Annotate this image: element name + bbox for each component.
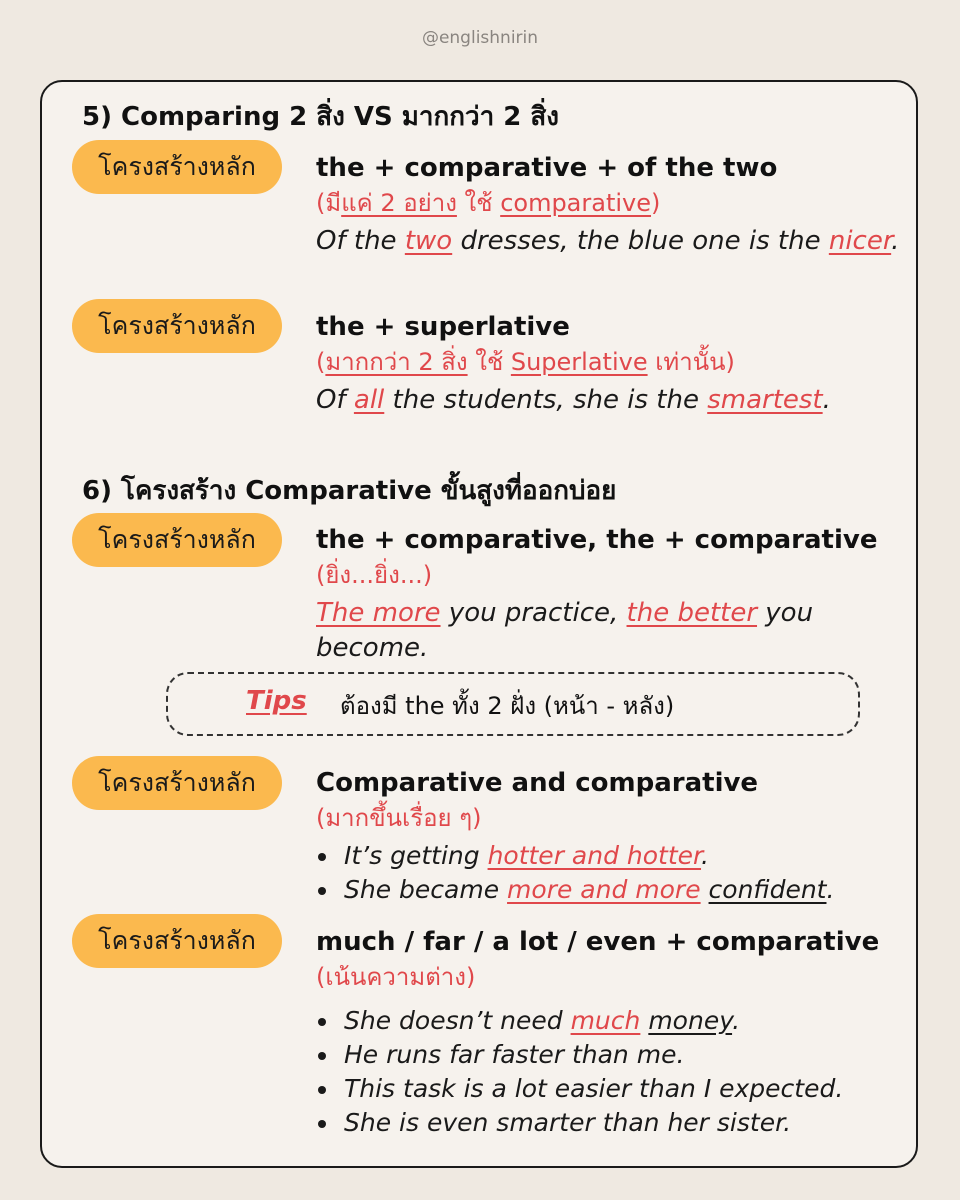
rule-note: (ยิ่ง...ยิ่ง...) xyxy=(316,561,433,589)
rule-formula: Comparative and comparative xyxy=(316,768,759,798)
rule-formula: the + comparative, the + comparative xyxy=(316,525,878,555)
section-6-title: 6) โครงสร้าง Comparative ขั้นสูงที่ออกบ่อย xyxy=(82,476,617,506)
rule-6-1 xyxy=(316,522,906,666)
rule-formula: much / far / a lot / even + comparative xyxy=(316,927,880,957)
rule-example: Of all the students, she is the smartest. xyxy=(316,385,831,415)
rule-6-2 xyxy=(316,765,906,907)
tips-text: ต้องมี the ทั้ง 2 ฝั่ง (หน้า - หลัง) xyxy=(340,692,675,720)
list-item: This task is a lot easier than I expected. xyxy=(316,1072,906,1106)
rule-note: (มากขึ้นเรื่อย ๆ) xyxy=(316,804,482,832)
main-structure-pill: โครงสร้างหลัก xyxy=(72,299,282,353)
rule-formula: the + superlative xyxy=(316,312,570,342)
main-structure-pill: โครงสร้างหลัก xyxy=(72,140,282,194)
example-list xyxy=(316,839,906,907)
rule-note: (มากกว่า 2 สิ่ง ใช้ Superlative เท่านั้น) xyxy=(316,348,735,376)
list-item: She became more and more confident. xyxy=(316,873,906,907)
rule-6-3 xyxy=(316,924,906,1140)
rule-example: Of the two dresses, the blue one is the nicer. xyxy=(316,226,900,256)
main-structure-pill: โครงสร้างหลัก xyxy=(72,513,282,567)
section-5-title: 5) Comparing 2 สิ่ง VS มากกว่า 2 สิ่ง xyxy=(82,102,559,132)
main-structure-pill: โครงสร้างหลัก xyxy=(72,756,282,810)
tips-box xyxy=(166,672,860,736)
list-item: She doesn’t need much money. xyxy=(316,1004,906,1038)
tips-label: Tips xyxy=(246,686,307,716)
rule-5-2 xyxy=(316,309,906,418)
rule-example: The more you practice, the better you become. xyxy=(316,598,814,663)
main-structure-pill: โครงสร้างหลัก xyxy=(72,914,282,968)
list-item: She is even smarter than her sister. xyxy=(316,1106,906,1140)
rule-5-1 xyxy=(316,150,906,259)
list-item: He runs far faster than me. xyxy=(316,1038,906,1072)
account-handle: @englishnirin xyxy=(421,28,539,48)
rule-formula: the + comparative + of the two xyxy=(316,153,778,183)
example-list xyxy=(316,1004,906,1140)
rule-note: (เน้นความต่าง) xyxy=(316,963,476,991)
rule-note: (มีแค่ 2 อย่าง ใช้ comparative) xyxy=(316,189,661,217)
list-item: It’s getting hotter and hotter. xyxy=(316,839,906,873)
